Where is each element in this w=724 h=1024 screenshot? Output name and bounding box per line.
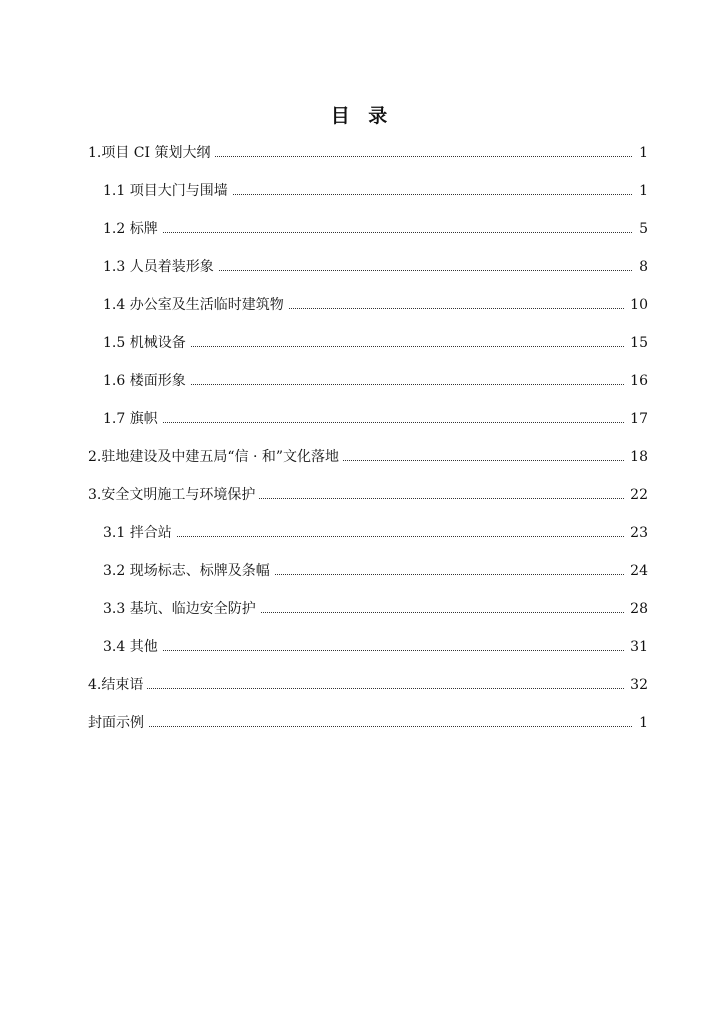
toc-entry[interactable] [103,218,648,240]
toc-title: 目 录 [330,105,394,127]
toc-entry-label: 1.项目 CI 策划大纲 [88,142,215,164]
toc-entry[interactable] [103,408,648,430]
toc-entry[interactable] [103,180,648,202]
toc-entry-page-number: 18 [624,446,648,468]
toc-dot-leader [88,726,648,727]
toc-entry[interactable] [103,294,648,316]
toc-entry-label: 1.5 机械设备 [103,332,190,354]
toc-entry-label: 1.4 办公室及生活临时建筑物 [103,294,288,316]
toc-entry-page-number: 22 [624,484,648,506]
toc-entry-page-number: 1 [633,142,648,164]
toc-entry[interactable] [88,712,648,734]
toc-entry-label: 1.2 标牌 [103,218,162,240]
toc-entry[interactable] [88,674,648,696]
toc-entry[interactable] [88,484,648,506]
toc-entry[interactable] [103,332,648,354]
toc-entry[interactable] [103,522,648,544]
toc-entry[interactable] [88,446,648,468]
toc-entry-label: 1.3 人员着装形象 [103,256,218,278]
toc-entry-label: 1.6 楼面形象 [103,370,190,392]
toc-entry-label: 1.1 项目大门与围墙 [103,180,232,202]
toc-entry-page-number: 15 [624,332,648,354]
toc-entry-label: 3.2 现场标志、标牌及条幅 [103,560,274,582]
toc-entry[interactable] [103,636,648,658]
toc-entry-page-number: 24 [624,560,648,582]
toc-entry-label: 3.1 拌合站 [103,522,176,544]
toc-entry-page-number: 32 [624,674,648,696]
toc-dot-leader [103,536,648,537]
toc-entry-page-number: 23 [624,522,648,544]
toc-entry[interactable] [103,598,648,620]
toc-entry[interactable] [103,370,648,392]
toc-entry[interactable] [103,256,648,278]
toc-entry-label: 3.3 基坑、临边安全防护 [103,598,260,620]
toc-entry-page-number: 8 [633,256,648,278]
toc-entry-label: 封面示例 [88,712,148,734]
toc-entry-page-number: 28 [624,598,648,620]
toc-entry-label: 1.7 旗帜 [103,408,162,430]
toc-entry-page-number: 1 [633,180,648,202]
toc-entry-label: 3.4 其他 [103,636,162,658]
toc-entry-label: 4.结束语 [88,674,147,696]
toc-dot-leader [103,650,648,651]
toc-entry-label: 3.安全文明施工与环境保护 [88,484,259,506]
toc-entry-page-number: 10 [624,294,648,316]
toc-entry-page-number: 31 [624,636,648,658]
toc-entry-page-number: 5 [633,218,648,240]
toc-entry-page-number: 17 [624,408,648,430]
toc-dot-leader [103,232,648,233]
toc-dot-leader [88,688,648,689]
toc-dot-leader [103,422,648,423]
toc-entry-label: 2.驻地建设及中建五局“信 · 和”文化落地 [88,446,343,468]
toc-entry-page-number: 16 [624,370,648,392]
toc-entry-page-number: 1 [633,712,648,734]
toc-entry[interactable] [103,560,648,582]
toc-entry[interactable] [88,142,648,164]
